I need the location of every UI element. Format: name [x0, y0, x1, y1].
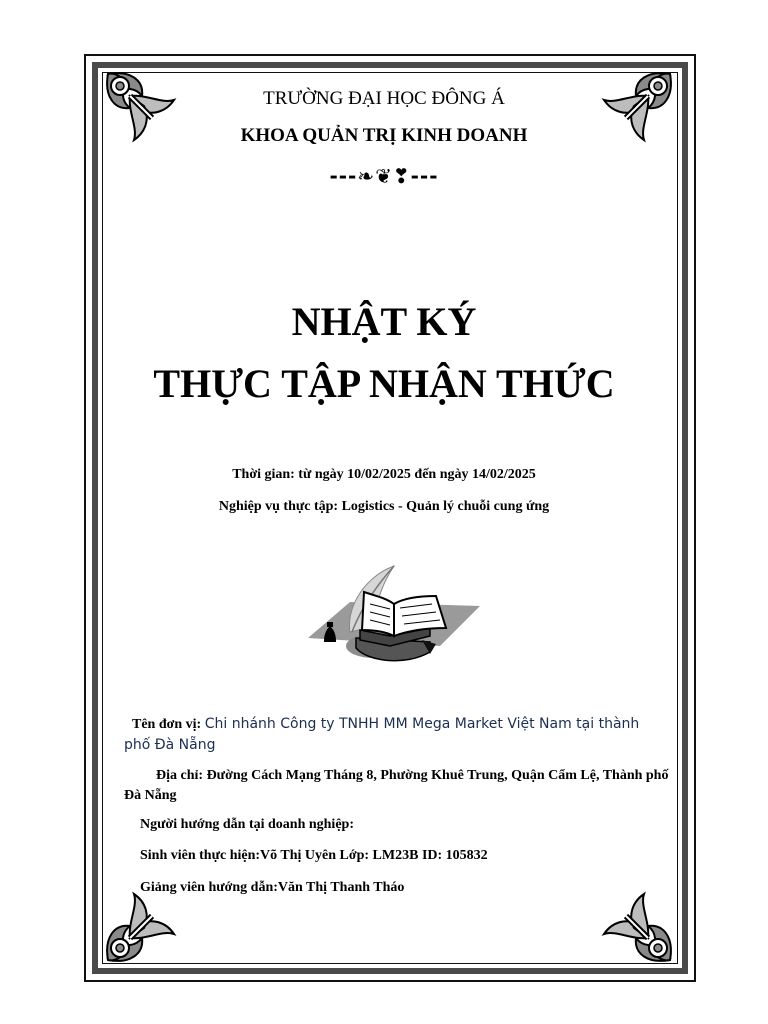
lecturer-field: Giảng viên hướng dẫn:Văn Thị Thanh Tháo — [140, 880, 405, 895]
unit-value: Chi nhánh Công ty TNHH MM Mega Market Việt Nam tại thành phố Đà Nẵng — [124, 716, 640, 753]
book-quill-illustration-icon — [290, 562, 486, 674]
ornamental-divider: ---❧❦❣--- — [329, 164, 439, 188]
student-field: Sinh viên thực hiện:Võ Thị Uyên Lớp: LM23B ID: 105832 — [140, 848, 488, 863]
company-mentor-field: Người hướng dẫn tại doanh nghiệp: — [140, 817, 354, 832]
school-name: TRƯỜNG ĐẠI HỌC ĐÔNG Á — [263, 88, 505, 109]
address-value: Đường Cách Mạng Tháng 8, Phường Khuê Trung, Quận Cẩm Lệ, Thành phố Đà Nẵng — [124, 768, 669, 803]
unit-field — [124, 714, 670, 756]
internship-period: Thời gian: từ ngày 10/02/2025 đến ngày 14/02/2025 — [232, 467, 536, 482]
faculty-name: KHOA QUẢN TRỊ KINH DOANH — [240, 125, 528, 146]
unit-label: Tên đơn vị: — [132, 717, 205, 732]
internship-major: Nghiệp vụ thực tập: Logistics - Quản lý chuỗi cung ứng — [218, 499, 550, 514]
document-title-line2: THỰC TẬP NHẬN THỨC — [153, 361, 615, 406]
document-title-line1: NHẬT KÝ — [291, 299, 477, 344]
address-label: Địa chỉ: — [156, 768, 207, 783]
address-field — [124, 766, 670, 806]
